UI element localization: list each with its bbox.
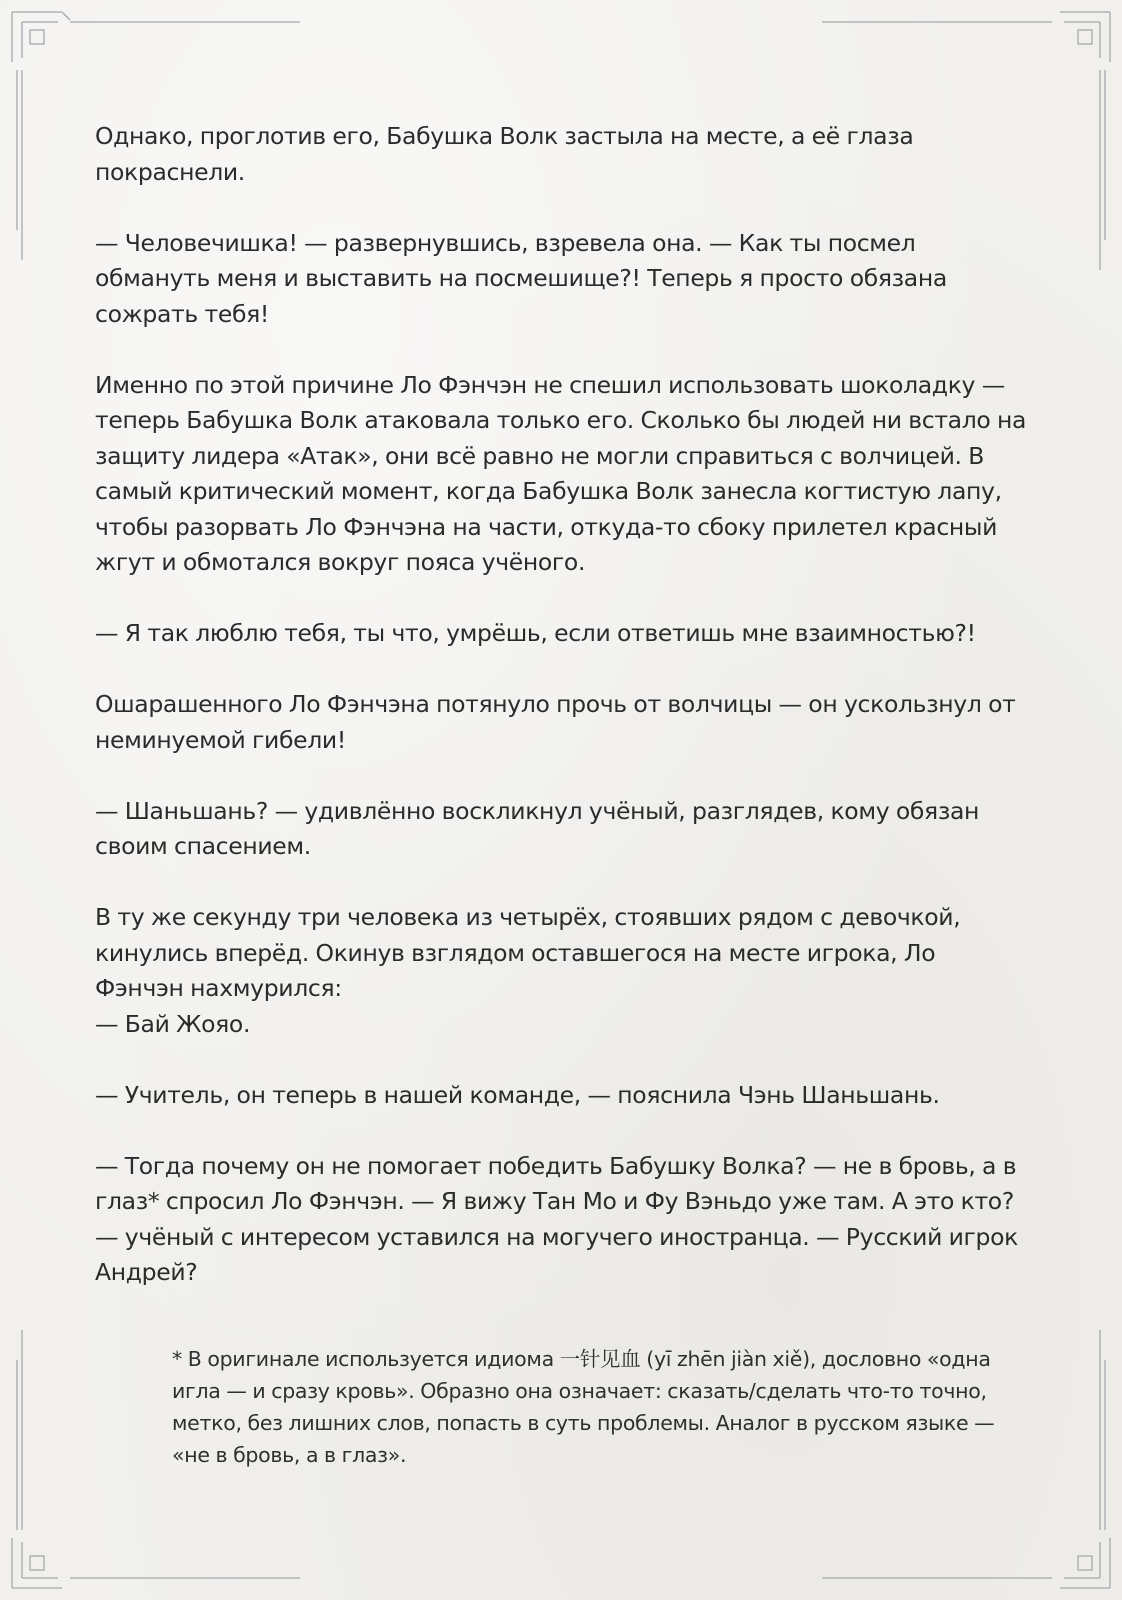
paragraph: — Бай Жояо. xyxy=(95,1009,251,1038)
main-text xyxy=(95,119,1030,1326)
paragraph: — Учитель, он теперь в нашей команде, — пояснила Чэнь Шаньшань. xyxy=(95,1080,940,1109)
paragraph: — Человечишка! — развернувшись, взревела она. — Как ты посмел обмануть меня и выставить на посмешище?! Теперь я просто обязана сожрать тебя! xyxy=(95,228,947,328)
paragraph: Однако, проглотив его, Бабушка Волк застыла на месте, а её глаза покраснели. xyxy=(95,122,914,186)
corner-ornament-top-right xyxy=(1060,12,1110,62)
corner-ornament-top-left xyxy=(12,12,70,62)
footnote xyxy=(172,1343,1032,1471)
paragraph: — Шаньшань? — удивлённо воскликнул учёный, разглядев, кому обязан своим спасением. xyxy=(95,796,980,860)
paragraph: Именно по этой причине Ло Фэнчэн не спешил использовать шоколадку — теперь Бабушка Волк атаковала только его. Сколько бы людей ни встало на защиту лидера «Атак», они всё равно не могли справиться с волчицей. В самый критический момент, когда Бабушка Волк занесла когтистую лапу, чтобы разорвать Ло Фэнчэна на части, откуда-то сбоку прилетел красный жгут и обмотался вокруг пояса учёного. xyxy=(95,370,1027,576)
paragraph: Ошарашенного Ло Фэнчэна потянуло прочь от волчицы — он ускользнул от неминуемой гибели! xyxy=(95,690,1016,754)
paragraph: — Я так люблю тебя, ты что, умрёшь, если ответишь мне взаимностью?! xyxy=(95,619,976,647)
corner-ornament-bottom-left xyxy=(12,1538,62,1588)
paragraph: В ту же секунду три человека из четырёх, стоявших рядом с девочкой, кинулись вперёд. Окинув взглядом оставшегося на месте игрока, Ло Фэнчэн нахмурился: xyxy=(95,903,961,1002)
corner-ornament-bottom-right xyxy=(1060,1538,1110,1588)
paragraph: — Тогда почему он не помогает победить Бабушку Волка? — не в бровь, а в глаз* спросил Ло Фэнчэн. — Я вижу Тан Мо и Фу Вэньдо уже там. А это кто? — учёный с интересом уставился на могучего иностранца. — Русский игрок Андрей? xyxy=(95,1151,1018,1286)
footnote-text: * В оригинале используется идиома 一针见血 (yī zhēn jiàn xiě), дословно «одна игла — и сразу кровь». Образно она означает: сказать/сделать что-то точно, метко, без лишних слов, попасть в суть проблемы. Аналог в русском языке — «не в бровь, а в глаз». xyxy=(172,1347,995,1467)
